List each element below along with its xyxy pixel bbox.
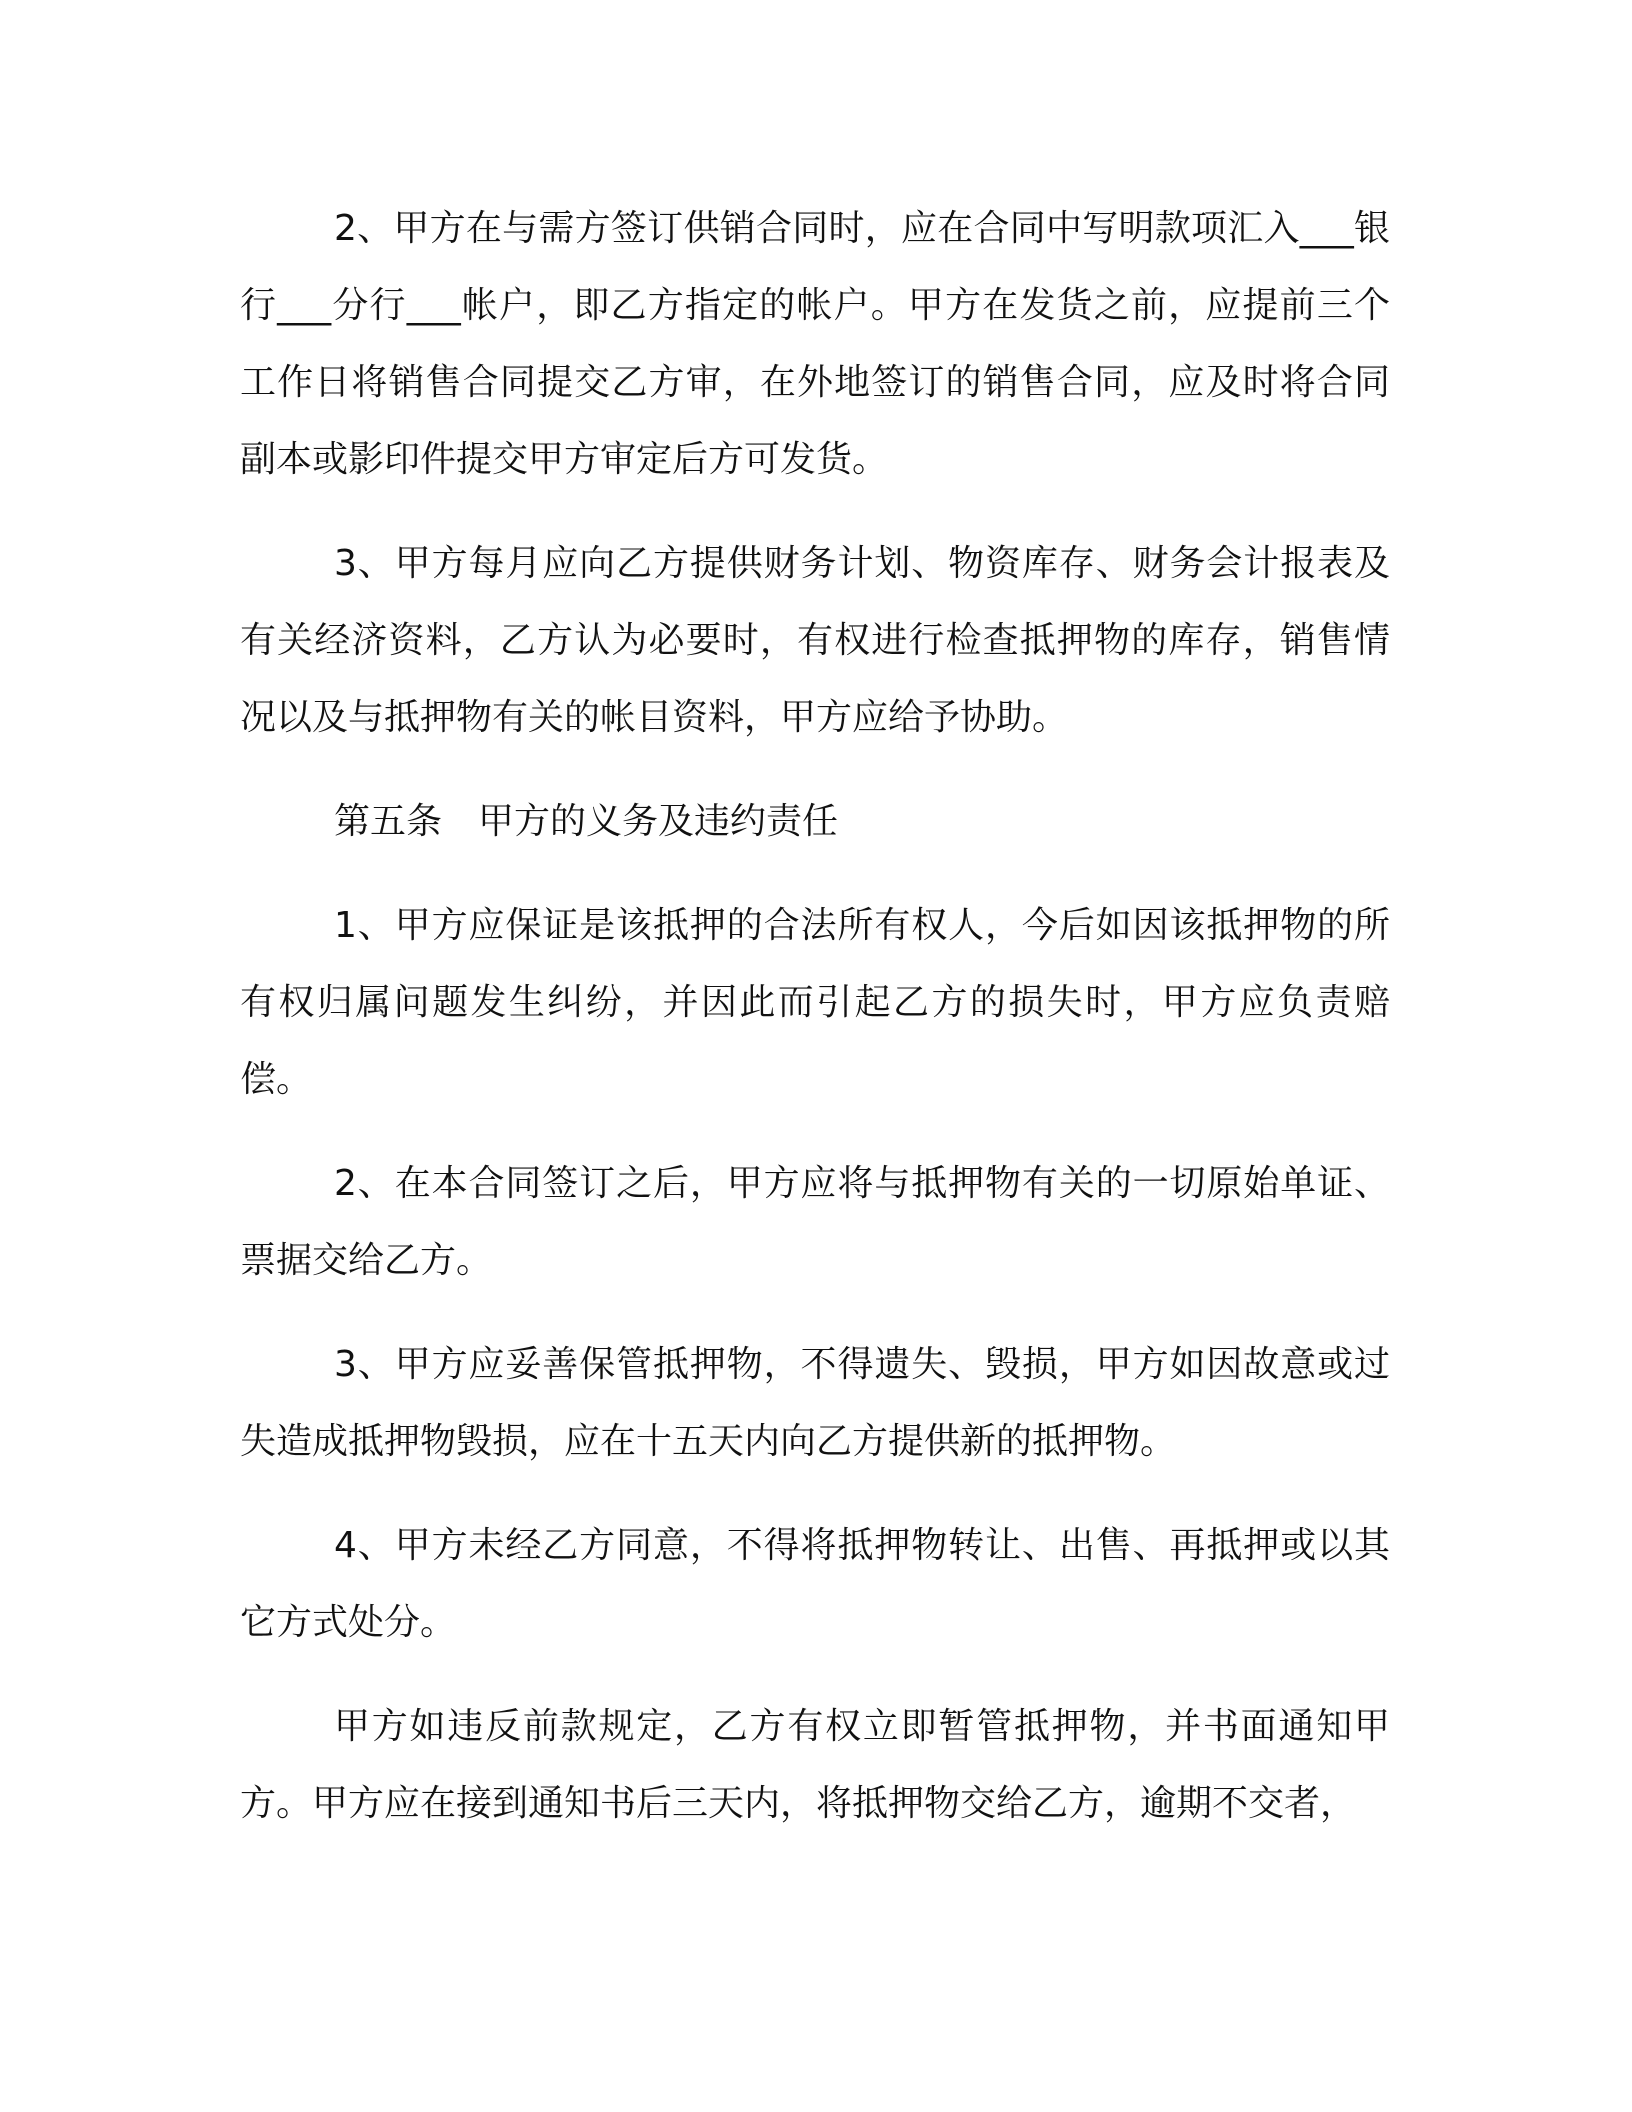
clause-paragraph: 4、甲方未经乙方同意，不得将抵押物转让、出售、再抵押或以其它方式处分。 (240, 1525, 1390, 1643)
clause-paragraph: 甲方如违反前款规定，乙方有权立即暂管抵押物，并书面通知甲方。甲方应在接到通知书后三天内，将抵押物交给乙方，逾期不交者， (240, 1706, 1390, 1824)
clause-paragraph: 3、甲方每月应向乙方提供财务计划、物资库存、财务会计报表及有关经济资料，乙方认为必要时，有权进行检查抵押物的库存，销售情况以及与抵押物有关的帐目资料，甲方应给予协助。 (240, 543, 1390, 738)
clause-paragraph: 2、甲方在与需方签订供销合同时，应在合同中写明款项汇入___银行___分行___帐户，即乙方指定的帐户。甲方在发货之前，应提前三个工作日将销售合同提交乙方审，在外地签订的销售合同，应及时将合同副本或影印件提交甲方审定后方可发货。 (240, 208, 1390, 480)
section-heading: 第五条 甲方的义务及违约责任 (334, 801, 839, 842)
clause-paragraph: 3、甲方应妥善保管抵押物，不得遗失、毁损，甲方如因故意或过失造成抵押物毁损，应在十五天内向乙方提供新的抵押物。 (240, 1344, 1390, 1462)
document-body (240, 190, 1390, 1869)
clause-paragraph: 2、在本合同签订之后，甲方应将与抵押物有关的一切原始单证、票据交给乙方。 (240, 1163, 1390, 1281)
clause-paragraph: 1、甲方应保证是该抵押的合法所有权人，今后如因该抵押物的所有权归属问题发生纠纷，并因此而引起乙方的损失时，甲方应负责赔偿。 (240, 905, 1390, 1100)
